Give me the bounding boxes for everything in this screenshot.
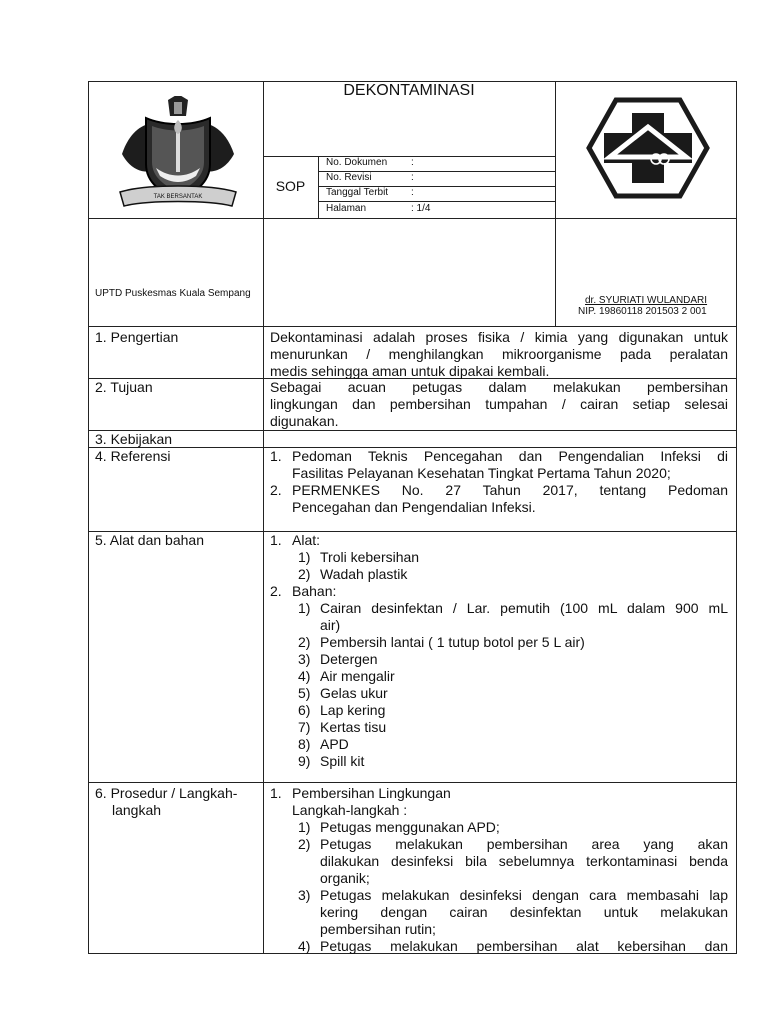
list-number: 2. bbox=[270, 583, 282, 599]
list-number: 1. bbox=[270, 448, 282, 464]
alat-title: Alat: bbox=[292, 532, 321, 548]
content-prosedur bbox=[270, 785, 728, 955]
list-item: dilakukan desinfeksi bila sebelumnya terkontaminasi benda bbox=[320, 853, 728, 869]
list-item: Air mengalir bbox=[320, 668, 395, 684]
label-referensi: 4. Referensi bbox=[95, 448, 171, 464]
label-pengertian: 1. Pengertian bbox=[95, 329, 179, 345]
signer-name: dr. SYURIATI WULANDARI bbox=[585, 295, 708, 306]
list-item: Lap kering bbox=[320, 702, 386, 718]
list-item: Gelas ukur bbox=[320, 685, 388, 701]
emblem-ribbon-text: TAK BERSANTAK bbox=[153, 194, 203, 200]
text-line: Dekontaminasi adalah proses fisika / kimia yang digunakan untuk bbox=[270, 329, 728, 345]
list-item: organik; bbox=[320, 870, 370, 886]
list-item: APD bbox=[320, 736, 349, 752]
list-item: PERMENKES No. 27 Tahun 2017, tentang Pedoman bbox=[292, 482, 728, 498]
prosedur-subtitle: Langkah-langkah : bbox=[292, 802, 408, 818]
list-number: 1) bbox=[298, 549, 311, 565]
list-item: Spill kit bbox=[320, 753, 365, 769]
list-number: 6) bbox=[298, 702, 311, 718]
list-item: Petugas melakukan pembersihan alat kebersihan dan bbox=[320, 938, 728, 954]
field-halaman-value: : 1/4 bbox=[411, 203, 431, 214]
text-line: menurunkan / menghilangkan mikroorganisme pada peralatan bbox=[270, 346, 728, 362]
list-number: 4) bbox=[298, 938, 311, 954]
text-line: medis sehingga aman untuk dipakai kembali. bbox=[270, 363, 550, 379]
puskesmas-logo bbox=[586, 97, 710, 199]
list-number: 2) bbox=[298, 836, 311, 852]
text-line: lingkungan dan pembersihan tumpahan / cairan setiap selesai bbox=[270, 396, 728, 412]
list-item: Kertas tisu bbox=[320, 719, 387, 735]
signer-nip: NIP. 19860118 201503 2 001 bbox=[578, 306, 707, 317]
list-number: 2) bbox=[298, 634, 311, 650]
document-title: DEKONTAMINASI bbox=[343, 82, 475, 99]
list-number: 2) bbox=[298, 566, 311, 582]
list-number: 3) bbox=[298, 651, 311, 667]
field-no-revisi-value: : bbox=[411, 172, 414, 183]
field-label: No. Dokumen bbox=[326, 157, 388, 168]
list-number: 8) bbox=[298, 736, 311, 752]
list-number: 5) bbox=[298, 685, 311, 701]
list-number: 1) bbox=[298, 819, 311, 835]
field-no-revisi: No. Revisi bbox=[326, 172, 372, 183]
content-tujuan bbox=[270, 379, 728, 430]
list-item: pembersihan rutin; bbox=[320, 921, 436, 937]
sop-label: SOP bbox=[275, 178, 306, 194]
list-number: 7) bbox=[298, 719, 311, 735]
bahan-title: Bahan: bbox=[292, 583, 337, 599]
field-tanggal-terbit-value: : bbox=[411, 187, 414, 198]
list-item: Petugas menggunakan APD; bbox=[320, 819, 500, 835]
list-number: 2. bbox=[270, 482, 282, 498]
list-item: Pencegahan dan Pengendalian Infeksi. bbox=[292, 499, 536, 515]
content-pengertian bbox=[270, 329, 728, 380]
list-item: Petugas melakukan desinfeksi dengan cara membasahi lap bbox=[320, 887, 728, 903]
label-line: langkah bbox=[112, 802, 162, 818]
content-alat-bahan bbox=[270, 532, 728, 770]
list-item: Pedoman Teknis Pencegahan dan Pengendalian Infeksi di bbox=[292, 448, 728, 464]
text-line: digunakan. bbox=[270, 413, 339, 429]
label-line: 6. Prosedur / Langkah- bbox=[95, 785, 238, 801]
regional-emblem-logo bbox=[116, 96, 240, 216]
list-item: kering dengan cairan desinfektan untuk melakukan bbox=[320, 904, 728, 920]
institution-name: UPTD Puskesmas Kuala Sempang bbox=[95, 288, 251, 299]
list-item: Petugas melakukan pembersihan area yang akan bbox=[320, 836, 728, 852]
list-item: air) bbox=[320, 617, 341, 633]
list-item: Fasilitas Pelayanan Kesehatan Tingkat Pertama Tahun 2020; bbox=[292, 465, 671, 481]
label-tujuan: 2. Tujuan bbox=[95, 379, 153, 395]
list-item: Troli kebersihan bbox=[320, 549, 420, 565]
field-halaman: Halaman bbox=[326, 203, 367, 214]
list-number: 1. bbox=[270, 532, 282, 548]
prosedur-title: Pembersihan Lingkungan bbox=[292, 785, 451, 801]
field-tanggal-terbit: Tanggal Terbit bbox=[326, 187, 389, 198]
field-no-dokumen bbox=[326, 157, 387, 168]
content-referensi bbox=[270, 448, 728, 516]
list-number: 9) bbox=[298, 753, 311, 769]
list-number: 3) bbox=[298, 887, 311, 903]
field-no-dokumen-value: : bbox=[411, 157, 414, 168]
list-number: 4) bbox=[298, 668, 311, 684]
list-item: Cairan desinfektan / Lar. pemutih (100 mL dalam 900 mL bbox=[320, 600, 728, 616]
label-kebijakan: 3. Kebijakan bbox=[95, 431, 173, 447]
list-item: Wadah plastik bbox=[320, 566, 408, 582]
text-line: Sebagai acuan petugas dalam melakukan pembersihan bbox=[270, 379, 728, 395]
list-item: Detergen bbox=[320, 651, 378, 667]
list-item: Pembersih lantai ( 1 tutup botol per 5 L air) bbox=[320, 634, 585, 650]
label-prosedur bbox=[95, 785, 237, 819]
list-number: 1) bbox=[298, 600, 311, 616]
label-alat-bahan: 5. Alat dan bahan bbox=[95, 532, 204, 548]
list-number: 1. bbox=[270, 785, 282, 801]
